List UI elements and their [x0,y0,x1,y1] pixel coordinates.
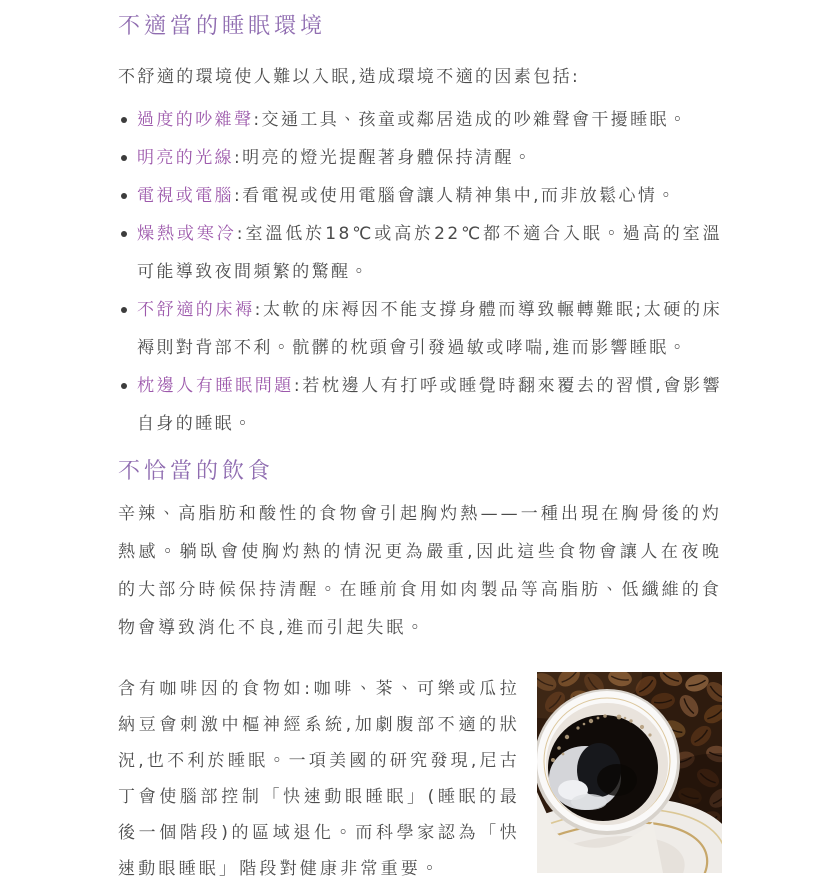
list-item [118,139,722,177]
list-item [118,101,722,139]
environment-factors-list [118,101,722,443]
list-item [118,367,722,443]
bullet-paragraph [137,367,722,443]
bullet-lead: 過度的吵雜聲 [137,110,254,130]
bullet-paragraph [137,177,722,215]
bullet-lead: 枕邊人有睡眠問題 [137,376,294,396]
bullet-text: :交通工具、孩童或鄰居造成的吵雜聲會干擾睡眠。 [253,110,689,130]
bullet-text: :室溫低於18℃或高於22℃都不適合入眠。過高的室溫可能導致夜間頻繁的驚醒。 [137,224,723,282]
bullet-dot [121,193,127,199]
caffeine-block [118,671,722,887]
bullet-paragraph [137,291,722,367]
list-item [118,215,722,291]
sleep-environment-section [118,12,722,443]
diet-paragraph: 辛辣、高脂肪和酸性的食物會引起胸灼熱——一種出現在胸骨後的灼熱感。躺臥會使胸灼熱的情況更為嚴重,因此這些食物會讓人在夜晚的大部分時候保持清醒。在睡前食用如肉製品等高脂肪、低纖維的食物會導致消化不良,進而引起失眠。 [118,504,722,638]
bullet-dot [121,307,127,313]
environment-section-heading: 不適當的睡眠環境 [118,14,327,39]
bullet-text: :明亮的燈光提醒著身體保持清醒。 [234,148,534,168]
bullet-paragraph [137,215,722,291]
bullet-text: :若枕邊人有打呼或睡覺時翻來覆去的習慣,會影響自身的睡眠。 [137,376,722,434]
diet-section [118,457,722,887]
bullet-lead: 不舒適的床褥 [137,300,255,320]
list-item [118,177,722,215]
coffee-photo [537,672,722,873]
bullet-text: :看電視或使用電腦會讓人精神集中,而非放鬆心情。 [234,186,677,206]
list-item [118,291,722,367]
caffeine-paragraph: 含有咖啡因的食物如:咖啡、茶、可樂或瓜拉納豆會刺激中樞神經系統,加劇腹部不適的狀況,也不利於睡眠。一項美國的研究發現,尼古丁會使腦部控制「快速動眼睡眠」(睡眠的最後一個階段)的區域退化。而科學家認為「快速動眼睡眠」階段對健康非常重要。 [118,679,520,879]
bullet-lead: 明亮的光線 [137,148,234,168]
coffee-photo-graphic [537,672,722,873]
bullet-dot [121,155,127,161]
diet-section-heading: 不恰當的飲食 [118,459,275,484]
bullet-dot [121,231,127,237]
bullet-paragraph [137,101,722,139]
bullet-paragraph [137,139,722,177]
bullet-lead: 電視或電腦 [137,186,234,206]
coffee-cup [537,689,680,835]
bullet-dot [121,117,127,123]
environment-intro-paragraph: 不舒適的環境使人難以入眠,造成環境不適的因素包括: [118,67,581,87]
bullet-lead: 燥熱或寒冷 [137,224,237,244]
bullet-text: :太軟的床褥因不能支撐身體而導致輾轉難眠;太硬的床褥則對背部不利。骯髒的枕頭會引發過敏或哮喘,進而影響睡眠。 [137,300,722,358]
bullet-dot [121,383,127,389]
